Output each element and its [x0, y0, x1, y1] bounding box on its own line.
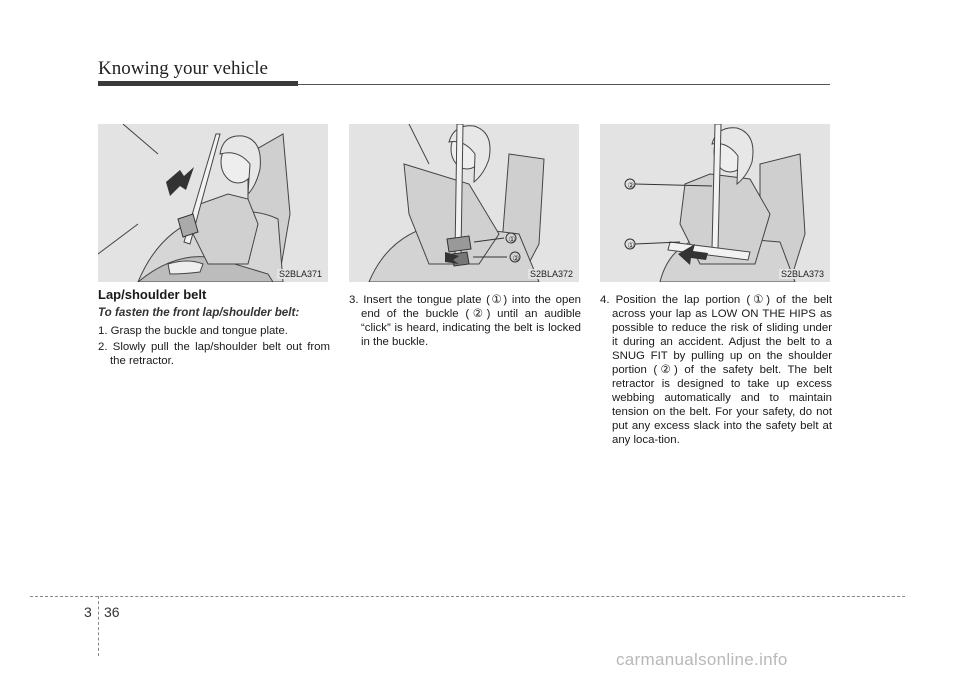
page-header-title: Knowing your vehicle — [98, 58, 268, 79]
footer-vertical-rule — [98, 596, 99, 656]
column-insert-tongue — [349, 293, 581, 351]
figure-code: S2BLA371 — [278, 269, 322, 279]
column-lap-shoulder-belt — [98, 288, 330, 370]
callout-one: ① — [508, 235, 516, 244]
callout-two: ② — [512, 254, 520, 263]
illustration-woman-adjusting-belt — [600, 124, 830, 282]
footer-rule — [30, 596, 905, 597]
chapter-number: 3 — [84, 604, 92, 620]
step-3: 3. Insert the tongue plate (①) into the open end of the buckle (②) until an audible “click” is heard, indicating the belt is locked in the buckle. — [349, 294, 581, 348]
arrow-down-left-icon — [166, 167, 194, 196]
figure-insert-tongue — [349, 124, 579, 282]
section-heading: Lap/shoulder belt — [98, 287, 207, 302]
illustration-woman-buckling-belt — [349, 124, 579, 282]
callout-one: ① — [627, 241, 635, 250]
sub-heading: To fasten the front lap/shoulder belt: — [98, 306, 300, 319]
step-4: 4. Position the lap portion (①) of the belt across your lap as LOW ON THE HIPS as possible to reduce the risk of sliding under it during an accident. Adjust the belt to a SNUG FIT by pulling up on the shoulder portion (②) of the safety belt. The belt retractor is designed to take up excess webbing automatically and to maintain tension on the belt. For your safety, do not put any excess slack into the safety belt at any loca-tion. — [600, 294, 832, 446]
page-number: 36 — [104, 604, 120, 620]
step-2: 2. Slowly pull the lap/shoulder belt out from the retractor. — [98, 341, 330, 367]
figure-grasp-belt — [98, 124, 328, 282]
callout-two: ② — [627, 181, 635, 190]
illustration-woman-pulling-belt — [98, 124, 328, 282]
header-rule-thick — [98, 81, 298, 86]
figure-position-lap-belt — [600, 124, 830, 282]
watermark: carmanualsonline.info — [616, 650, 788, 669]
figure-code: S2BLA372 — [529, 269, 573, 279]
header-rule-thin — [298, 84, 830, 85]
column-position-belt — [600, 293, 832, 449]
step-1: 1. Grasp the buckle and tongue plate. — [98, 325, 288, 337]
figure-code: S2BLA373 — [780, 269, 824, 279]
